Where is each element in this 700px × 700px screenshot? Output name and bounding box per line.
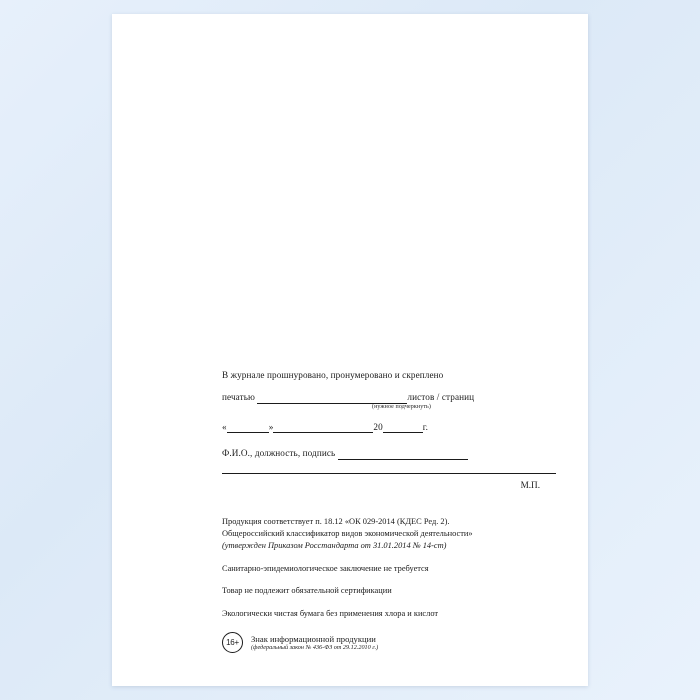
date-quote-close: »: [268, 421, 274, 432]
compliance-p1-line2: Общероссийский классификатор видов экономической деятельности»: [222, 528, 473, 538]
date-month-blank[interactable]: [273, 423, 373, 433]
fio-blank[interactable]: [338, 450, 468, 460]
fio-label: Ф.И.О., должность, подпись: [222, 448, 338, 459]
binding-line-1: В журнале прошнуровано, пронумеровано и скреплено: [222, 370, 444, 380]
date-year-suffix: г.: [422, 421, 429, 432]
compliance-paragraph-4: Экологически чистая бумага без применения хлора и кислот: [222, 609, 439, 619]
compliance-paragraph-1: [222, 516, 562, 552]
signature-blank-rule[interactable]: [222, 472, 556, 474]
date-day-blank[interactable]: [227, 423, 269, 433]
binding-sheets-label: листов / страниц: [407, 392, 475, 403]
binding-date-line: [222, 421, 562, 433]
binding-line-2: [222, 391, 562, 411]
document-page: [112, 14, 588, 686]
compliance-p1-line3: (утвержден Приказом Росстандарта от 31.01.2014 № 14-ст): [222, 540, 447, 550]
compliance-block: [222, 516, 562, 654]
info-mark-text: [251, 634, 378, 652]
signature-line: [222, 447, 562, 459]
info-mark-row: [222, 632, 562, 653]
compliance-paragraph-3: Товар не подлежит обязательной сертификации: [222, 586, 392, 596]
date-year-prefix: 20: [373, 421, 383, 432]
date-year-blank[interactable]: [383, 423, 423, 433]
document-content: [222, 369, 562, 653]
compliance-p1-line1: Продукция соответствует п. 18.12 «ОК 029-2014 (КДЕС Ред. 2).: [222, 516, 450, 526]
date-quote-open: «: [222, 421, 227, 432]
binding-block: [222, 369, 562, 490]
info-mark-title: Знак информационной продукции: [251, 633, 376, 644]
info-mark-subtitle: (федеральный закон № 436-ФЗ от 29.12.2010 г.): [251, 644, 379, 652]
age-rating-icon: 16+: [222, 632, 243, 653]
underline-note: (нужное подчеркнуть): [372, 403, 431, 410]
binding-seal-label: печатью: [222, 392, 258, 403]
compliance-paragraph-2: Санитарно-эпидемиологическое заключение не требуется: [222, 563, 429, 573]
seal-mark: М.П.: [520, 479, 540, 490]
